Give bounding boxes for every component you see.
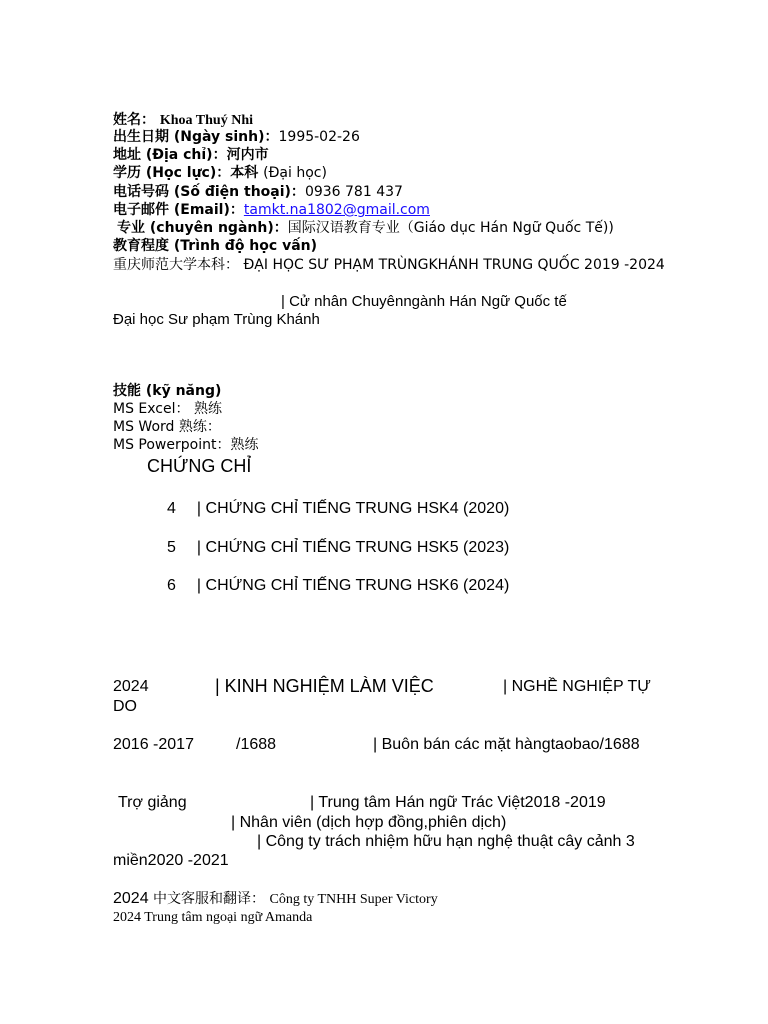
name-value: Khoa Thuý Nhi [159,113,253,128]
education-level-row [113,165,327,181]
certificate-text: | CHỨNG CHỈ TIẾNG TRUNG HSK6 (2024) [196,577,510,594]
job-entry: 2024 Trung tâm ngoại ngữ Amanda [113,910,313,925]
university-line: 重庆师范大学本科： ĐẠI HỌC SƯ PHẠM TRÙNGKHÁNH TRUNG QUỐC 2019 -2024 [113,257,665,273]
certificate-number: 5 [167,539,176,556]
email-link[interactable]: tamkt.na1802@gmail.com [243,202,430,218]
email-row [113,202,430,218]
certificate-number: 4 [167,500,176,517]
major-label: 专业 (chuyên ngành)： [117,220,288,236]
job-role: 中文客服和翻译： [153,891,270,907]
dob-value: 1995-02-26 [278,129,360,145]
experience-year: 2024 [113,678,149,695]
skills-heading: 技能 (kỹ năng) [113,383,222,399]
name-row [113,111,253,129]
freelance-line: | NGHỀ NGHIỆP TỰ [503,678,651,695]
job-years: 2016 -2017 [113,736,194,753]
skill-item: MS Powerpoint：熟练 [113,437,259,453]
certificate-item [167,577,509,595]
job-description-cont: miền2020 -2021 [113,852,229,869]
degree-heading: 教育程度 (Trình độ học vấn) [113,238,318,254]
freelance-line-cont: DO [113,698,137,715]
certificate-text: | CHỨNG CHỈ TIẾNG TRUNG HSK5 (2023) [196,539,510,556]
job-role: /1688 [236,736,277,753]
phone-label: 电话号码 (Số điện thoại)： [113,184,305,200]
major-row [117,220,614,236]
experience-heading: | KINH NGHIỆM LÀM VIỆC [215,676,434,696]
skill-item: MS Excel： 熟练 [113,401,222,417]
certificate-text: | CHỨNG CHỈ TIẾNG TRUNG HSK4 (2020) [196,500,510,517]
dob-row [113,129,360,145]
university-name: Đại học Sư phạm Trùng Khánh [113,311,320,328]
job-company: Công ty TNHH Super Victory [269,892,438,907]
certificate-item [167,500,509,518]
certificate-number: 6 [167,577,176,594]
job-role: Trợ giảng [118,794,187,811]
job-description: | Buôn bán các mặt hàngtaobao/1688 [373,736,640,753]
job-description: | Trung tâm Hán ngữ Trác Việt2018 -2019 [310,794,606,811]
job-role: | Nhân viên (dịch hợp đồng,phiên dịch) [231,814,507,831]
name-label: 姓名： [113,112,160,128]
job-description: | Công ty trách nhiệm hữu hạn nghệ thuật cây cảnh 3 [257,833,635,850]
job-entry [113,890,438,908]
degree-line: | Cử nhân Chuyênngành Hán Ngữ Quốc tế [281,293,567,310]
job-year: 2024 [113,890,154,907]
education-level-label: 学历 (Học lực)：本科 [113,165,264,181]
education-level-value: (Đại học) [263,165,327,181]
phone-value: 0936 781 437 [304,184,403,200]
address-row: 地址 (Địa chỉ)：河内市 [113,147,269,163]
skill-item: MS Word 熟练： [113,419,221,435]
email-label: 电子邮件 (Email)： [113,202,244,218]
certificates-heading: CHỨNG CHỈ [147,456,252,476]
phone-row [113,184,403,200]
certificate-item [167,539,509,557]
major-value: 国际汉语教育专业（Giáo dục Hán Ngữ Quốc Tế)) [287,220,614,236]
dob-label: 出生日期 (Ngày sinh)： [113,129,279,145]
